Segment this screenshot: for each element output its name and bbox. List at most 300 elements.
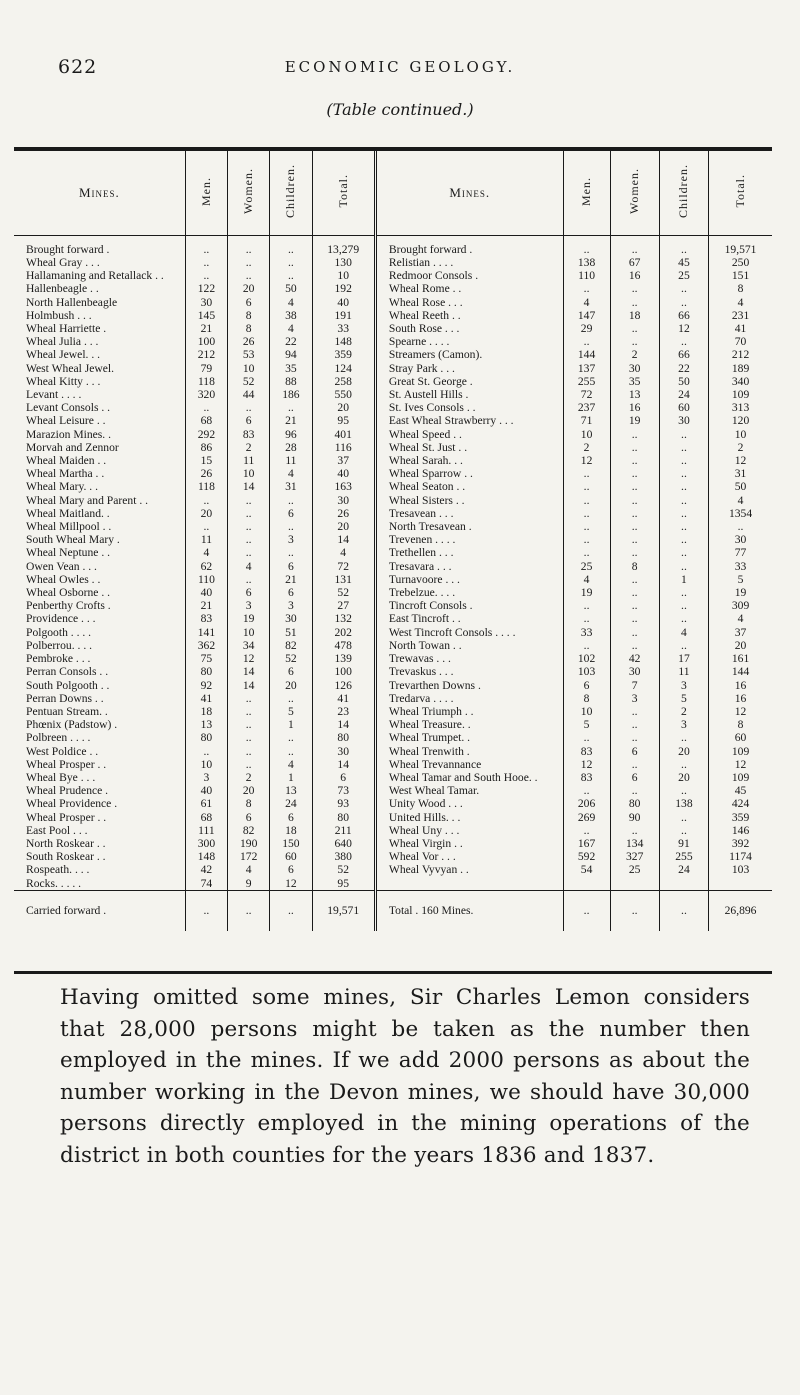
left-total-cell: 10 <box>312 269 375 282</box>
right-men-cell: 12 <box>563 454 610 467</box>
table-row <box>14 362 772 375</box>
table-row <box>14 401 772 414</box>
right-total-cell: 77 <box>734 546 747 560</box>
right-mine-name: Unity Wood . . . <box>375 797 563 810</box>
right-men-cell: 206 <box>563 797 610 810</box>
right-children-cell: 1 <box>659 573 708 586</box>
table-body <box>14 236 772 931</box>
left-men-cell: 148 <box>185 850 227 863</box>
left-women-cell: .. <box>228 520 270 533</box>
table-row <box>14 837 772 850</box>
left-women-cell: 12 <box>228 652 270 665</box>
left-mine-name: Levant Consols . . <box>14 401 185 414</box>
right-women-cell: .. <box>610 731 659 744</box>
right-men-cell: .. <box>563 612 610 625</box>
left-men-cell: 10 <box>185 758 227 771</box>
left-children-cell: 21 <box>270 414 312 427</box>
left-men-cell: .. <box>185 401 227 414</box>
right-women-cell: 327 <box>610 850 659 863</box>
right-men-cell: .. <box>563 824 610 837</box>
right-women-cell: .. <box>610 480 659 493</box>
right-women-cell: .. <box>610 612 659 625</box>
right-total-cell: 231 <box>731 308 750 322</box>
left-women-cell: 14 <box>228 665 270 678</box>
table-row <box>14 731 772 744</box>
left-men-cell: 74 <box>185 877 227 891</box>
right-women-cell: .. <box>610 705 659 718</box>
right-women-cell: 16 <box>610 401 659 414</box>
mines-table <box>14 147 772 974</box>
left-women-cell: .. <box>228 269 270 282</box>
left-women-cell: .. <box>228 236 270 257</box>
right-men-cell: .. <box>563 520 610 533</box>
left-children-cell: .. <box>270 269 312 282</box>
right-mine-name: Trevarthen Downs . <box>375 679 563 692</box>
left-men-cell: 41 <box>185 692 227 705</box>
right-total-cell <box>709 877 772 891</box>
left-mine-name: Wheal Prudence . <box>14 784 185 797</box>
right-total-cell: 19,571 <box>724 242 757 256</box>
right-children-cell: .. <box>659 282 708 295</box>
right-women-cell: .. <box>610 758 659 771</box>
left-women-cell: .. <box>228 718 270 731</box>
left-women-cell: 11 <box>228 454 270 467</box>
right-men-cell: 2 <box>563 441 610 454</box>
right-men-cell: 33 <box>563 626 610 639</box>
left-children-cell: .. <box>270 731 312 744</box>
right-total-cell: 50 <box>734 480 747 494</box>
table-row <box>14 428 772 441</box>
right-men-cell: 12 <box>563 758 610 771</box>
right-mine-name: Wheal Tamar and South Hooe. . <box>375 771 563 784</box>
right-children-cell: 66 <box>659 309 708 322</box>
right-women-cell: 80 <box>610 797 659 810</box>
table-row <box>14 467 772 480</box>
right-children-cell: .. <box>659 533 708 546</box>
right-children-cell: .. <box>659 467 708 480</box>
left-men-cell: 40 <box>185 586 227 599</box>
left-women-cell: .. <box>228 507 270 520</box>
left-mine-name: Carried forward . <box>14 890 185 931</box>
left-children-cell: 24 <box>270 797 312 810</box>
right-total-cell: 1354 <box>728 506 753 520</box>
right-women-cell: 6 <box>610 745 659 758</box>
col-header-total-left: Total. <box>312 151 375 236</box>
right-women-cell: 134 <box>610 837 659 850</box>
table-row <box>14 573 772 586</box>
right-total-cell: 33 <box>734 559 747 573</box>
left-children-cell: .. <box>270 692 312 705</box>
left-children-cell: 186 <box>270 388 312 401</box>
right-women-cell: .. <box>610 718 659 731</box>
right-total-cell: 19 <box>734 586 747 600</box>
left-women-cell: 4 <box>228 560 270 573</box>
left-mine-name: South Roskear . . <box>14 850 185 863</box>
left-children-cell: 94 <box>270 348 312 361</box>
right-mine-name: Wheal Triumph . . <box>375 705 563 718</box>
left-mine-name: Wheal Jewel. . . <box>14 348 185 361</box>
left-men-cell: 300 <box>185 837 227 850</box>
table-row <box>14 771 772 784</box>
right-total-cell: 189 <box>731 361 750 375</box>
right-mine-name: Spearne . . . . <box>375 335 563 348</box>
right-mine-name: Wheal Rose . . . <box>375 296 563 309</box>
right-children-cell: 50 <box>659 375 708 388</box>
table-row <box>14 348 772 361</box>
right-women-cell: 3 <box>610 692 659 705</box>
left-total-cell: 131 <box>312 573 375 586</box>
left-total-cell: 30 <box>312 745 375 758</box>
left-women-cell: 172 <box>228 850 270 863</box>
table-caption: (Table continued.) <box>326 100 474 119</box>
right-men-cell: 144 <box>563 348 610 361</box>
left-mine-name: Morvah and Zennor <box>14 441 185 454</box>
table-row <box>14 441 772 454</box>
left-children-cell: .. <box>270 401 312 414</box>
right-total-cell: 8 <box>737 282 744 296</box>
left-men-cell: .. <box>185 890 227 931</box>
right-total-cell: 60 <box>734 731 747 745</box>
right-children-cell: 60 <box>659 401 708 414</box>
right-mine-name: West Wheal Tamar. <box>375 784 563 797</box>
right-women-cell: .. <box>610 296 659 309</box>
left-women-cell: 6 <box>228 296 270 309</box>
left-total-cell: 33 <box>312 322 375 335</box>
left-men-cell: 83 <box>185 612 227 625</box>
left-men-cell: 145 <box>185 309 227 322</box>
table-row <box>14 546 772 559</box>
left-children-cell: 28 <box>270 441 312 454</box>
left-women-cell: .. <box>228 758 270 771</box>
left-total-cell: 139 <box>312 652 375 665</box>
left-women-cell: 83 <box>228 428 270 441</box>
left-children-cell: 30 <box>270 612 312 625</box>
right-women-cell: .. <box>610 494 659 507</box>
left-children-cell: 82 <box>270 639 312 652</box>
right-women-cell: .. <box>610 282 659 295</box>
left-women-cell: 10 <box>228 467 270 480</box>
left-mine-name: Wheal Neptune . . <box>14 546 185 559</box>
right-children-cell: 17 <box>659 652 708 665</box>
right-children-cell: 30 <box>659 414 708 427</box>
right-mine-name: Wheal Trumpet. . <box>375 731 563 744</box>
left-children-cell: 6 <box>270 507 312 520</box>
table-row <box>14 533 772 546</box>
right-children-cell: 25 <box>659 269 708 282</box>
right-total-cell: 109 <box>731 388 750 402</box>
left-mine-name: Wheal Leisure . . <box>14 414 185 427</box>
left-men-cell: 21 <box>185 599 227 612</box>
left-children-cell: 6 <box>270 811 312 824</box>
left-women-cell: 2 <box>228 441 270 454</box>
left-mine-name: South Polgooth . . <box>14 679 185 692</box>
right-mine-name: Great St. George . <box>375 375 563 388</box>
left-mine-name: Wheal Bye . . . <box>14 771 185 784</box>
left-mine-name: Hallamaning and Retallack . . <box>14 269 185 282</box>
left-mine-name: Wheal Maiden . . <box>14 454 185 467</box>
col-header-children-right: Children. <box>659 151 708 236</box>
right-men-cell: .. <box>563 890 610 931</box>
left-mine-name: Wheal Providence . <box>14 797 185 810</box>
right-men-cell: .. <box>563 236 610 257</box>
table-row <box>14 784 772 797</box>
left-children-cell: 18 <box>270 824 312 837</box>
left-women-cell: .. <box>228 573 270 586</box>
right-men-cell: 255 <box>563 375 610 388</box>
left-children-cell: 4 <box>270 296 312 309</box>
right-men-cell: 147 <box>563 309 610 322</box>
right-children-cell: .. <box>659 236 708 257</box>
right-mine-name: Wheal Trenwith . <box>375 745 563 758</box>
col-header-women-left: Women. <box>228 151 270 236</box>
left-mine-name: Penberthy Crofts . <box>14 599 185 612</box>
left-total-cell: 37 <box>312 454 375 467</box>
right-total-cell: 20 <box>734 638 747 652</box>
right-children-cell: .. <box>659 480 708 493</box>
left-mine-name: West Wheal Jewel. <box>14 362 185 375</box>
left-women-cell: 20 <box>228 784 270 797</box>
left-children-cell: .. <box>270 745 312 758</box>
right-men-cell: .. <box>563 639 610 652</box>
right-children-cell: 24 <box>659 388 708 401</box>
right-children-cell: .. <box>659 599 708 612</box>
left-total-cell: 202 <box>312 626 375 639</box>
left-men-cell: 118 <box>185 375 227 388</box>
right-children-cell: 255 <box>659 850 708 863</box>
right-men-cell: 19 <box>563 586 610 599</box>
right-children-cell: .. <box>659 296 708 309</box>
right-mine-name: South Rose . . . <box>375 322 563 335</box>
left-women-cell: 6 <box>228 811 270 824</box>
left-men-cell: 68 <box>185 414 227 427</box>
left-men-cell: 61 <box>185 797 227 810</box>
left-men-cell: 42 <box>185 863 227 876</box>
left-mine-name: Phœnix (Padstow) . <box>14 718 185 731</box>
table-row <box>14 520 772 533</box>
left-men-cell: 26 <box>185 467 227 480</box>
table-row <box>14 454 772 467</box>
table-row <box>14 599 772 612</box>
left-children-cell: 4 <box>270 758 312 771</box>
left-women-cell: 44 <box>228 388 270 401</box>
left-women-cell: .. <box>228 692 270 705</box>
right-children-cell: .. <box>659 560 708 573</box>
employment-table <box>14 151 772 931</box>
right-total-cell: 109 <box>731 770 750 784</box>
right-children-cell: 20 <box>659 745 708 758</box>
table-row <box>14 890 772 931</box>
left-children-cell: 6 <box>270 863 312 876</box>
left-children-cell: 4 <box>270 322 312 335</box>
col-header-mines-right: Mines. <box>375 151 563 236</box>
right-men-cell: 83 <box>563 745 610 758</box>
right-women-cell: 25 <box>610 863 659 876</box>
right-mine-name: Wheal Treasure. . <box>375 718 563 731</box>
left-children-cell: 22 <box>270 335 312 348</box>
left-mine-name: Wheal Millpool . . <box>14 520 185 533</box>
left-mine-name: Holmbush . . . <box>14 309 185 322</box>
table-row <box>14 494 772 507</box>
right-total-cell: 313 <box>731 401 750 415</box>
left-total-cell: 52 <box>312 586 375 599</box>
left-total-cell: 130 <box>312 256 375 269</box>
left-total-cell: 93 <box>312 797 375 810</box>
left-children-cell: 6 <box>270 665 312 678</box>
right-mine-name: Wheal Virgin . . <box>375 837 563 850</box>
paragraph-text: Having omitted some mines, Sir Charles Lemon considers that 28,000 persons might be taken as the number then employed in the mines. If we add 2000 persons as about the number working in the Devon mines, we should have 30,000 persons directly employed in the mining operations of the district in both counties for the years 1836 and 1837. <box>60 985 750 1168</box>
left-mine-name: Wheal Owles . . <box>14 573 185 586</box>
left-total-cell: 124 <box>312 362 375 375</box>
left-men-cell: 18 <box>185 705 227 718</box>
right-children-cell: .. <box>659 428 708 441</box>
page-number: 622 <box>58 56 98 78</box>
right-men-cell: 5 <box>563 718 610 731</box>
left-men-cell: 92 <box>185 679 227 692</box>
right-men-cell: 4 <box>563 296 610 309</box>
right-children-cell: .. <box>659 612 708 625</box>
left-total-cell: 192 <box>312 282 375 295</box>
left-men-cell: 79 <box>185 362 227 375</box>
right-children-cell: .. <box>659 335 708 348</box>
right-children-cell: .. <box>659 824 708 837</box>
right-total-cell: 146 <box>731 823 750 837</box>
right-women-cell: .. <box>610 335 659 348</box>
table-row <box>14 236 772 257</box>
right-women-cell: 6 <box>610 771 659 784</box>
right-men-cell: 54 <box>563 863 610 876</box>
right-total-cell: 359 <box>731 810 750 824</box>
right-women-cell: .. <box>610 236 659 257</box>
right-men-cell: .. <box>563 731 610 744</box>
right-total-cell: 12 <box>734 704 747 718</box>
left-children-cell: 3 <box>270 599 312 612</box>
left-men-cell: 292 <box>185 428 227 441</box>
right-women-cell: .. <box>610 573 659 586</box>
right-children-cell: 4 <box>659 626 708 639</box>
right-total-cell: 161 <box>731 652 750 666</box>
table-row <box>14 586 772 599</box>
right-mine-name: Stray Park . . . <box>375 362 563 375</box>
right-mine-name: Trethellen . . . <box>375 546 563 559</box>
right-total-cell: 8 <box>737 718 744 732</box>
table-row <box>14 863 772 876</box>
left-women-cell: 14 <box>228 679 270 692</box>
left-women-cell: 190 <box>228 837 270 850</box>
right-women-cell: .. <box>610 520 659 533</box>
left-children-cell: 96 <box>270 428 312 441</box>
left-total-cell: 19,571 <box>312 890 375 931</box>
left-children-cell: 150 <box>270 837 312 850</box>
left-total-cell: 380 <box>312 850 375 863</box>
right-men-cell: 592 <box>563 850 610 863</box>
left-mine-name: North Hallenbeagle <box>14 296 185 309</box>
right-women-cell: .. <box>610 322 659 335</box>
col-header-children-left: Children. <box>270 151 312 236</box>
left-children-cell: 11 <box>270 454 312 467</box>
right-total-cell: 31 <box>734 467 747 481</box>
right-men-cell: 10 <box>563 705 610 718</box>
left-women-cell: 53 <box>228 348 270 361</box>
right-mine-name: Tresavara . . . <box>375 560 563 573</box>
left-mine-name: Wheal Mary. . . <box>14 480 185 493</box>
left-children-cell: 12 <box>270 877 312 891</box>
right-men-cell: .. <box>563 467 610 480</box>
left-women-cell: 8 <box>228 322 270 335</box>
left-mine-name: Rocks. . . . . <box>14 877 185 891</box>
right-children-cell: 66 <box>659 348 708 361</box>
right-women-cell: 67 <box>610 256 659 269</box>
right-men-cell: .. <box>563 599 610 612</box>
right-women-cell: 7 <box>610 679 659 692</box>
left-mine-name: Wheal Julia . . . <box>14 335 185 348</box>
right-men-cell: .. <box>563 507 610 520</box>
table-row <box>14 758 772 771</box>
left-women-cell: .. <box>228 745 270 758</box>
right-mine-name: Relistian . . . . <box>375 256 563 269</box>
table-row <box>14 269 772 282</box>
left-men-cell: 68 <box>185 811 227 824</box>
table-row <box>14 507 772 520</box>
left-total-cell: 95 <box>312 877 375 891</box>
right-total-cell: .. <box>737 520 744 534</box>
right-children-cell: 24 <box>659 863 708 876</box>
right-men-cell: 10 <box>563 428 610 441</box>
left-women-cell: .. <box>228 546 270 559</box>
right-children-cell: 12 <box>659 322 708 335</box>
left-total-cell: 4 <box>312 546 375 559</box>
right-children-cell: .. <box>659 731 708 744</box>
left-children-cell: 21 <box>270 573 312 586</box>
left-men-cell: 15 <box>185 454 227 467</box>
right-children-cell: 5 <box>659 692 708 705</box>
right-women-cell: 30 <box>610 362 659 375</box>
left-children-cell: 88 <box>270 375 312 388</box>
left-women-cell: 4 <box>228 863 270 876</box>
right-women-cell: 30 <box>610 665 659 678</box>
right-children-cell: .. <box>659 507 708 520</box>
left-women-cell: .. <box>228 533 270 546</box>
col-header-mines-left: Mines. <box>14 151 185 236</box>
right-mine-name: Brought forward . <box>375 236 563 257</box>
left-children-cell: 35 <box>270 362 312 375</box>
left-men-cell: 100 <box>185 335 227 348</box>
right-total-cell: 26,896 <box>709 890 772 931</box>
left-men-cell: 40 <box>185 784 227 797</box>
right-mine-name: West Tincroft Consols . . . . <box>375 626 563 639</box>
right-mine-name: Wheal Vor . . . <box>375 850 563 863</box>
right-women-cell: .. <box>610 428 659 441</box>
left-men-cell: 80 <box>185 665 227 678</box>
left-men-cell: 320 <box>185 388 227 401</box>
left-total-cell: 100 <box>312 665 375 678</box>
left-men-cell: 122 <box>185 282 227 295</box>
right-mine-name: Wheal Sparrow . . <box>375 467 563 480</box>
right-mine-name: Wheal Sarah. . . <box>375 454 563 467</box>
left-mine-name: Pembroke . . . <box>14 652 185 665</box>
right-children-cell: .. <box>659 811 708 824</box>
left-mine-name: Perran Downs . . <box>14 692 185 705</box>
right-total-cell: 70 <box>734 335 747 349</box>
right-total-cell: 340 <box>731 374 750 388</box>
right-men-cell: 137 <box>563 362 610 375</box>
right-men-cell: 6 <box>563 679 610 692</box>
left-men-cell: .. <box>185 236 227 257</box>
right-total-cell: 12 <box>734 454 747 468</box>
right-total-cell: 16 <box>734 678 747 692</box>
left-men-cell: 212 <box>185 348 227 361</box>
left-women-cell: 2 <box>228 771 270 784</box>
right-men-cell: 110 <box>563 269 610 282</box>
